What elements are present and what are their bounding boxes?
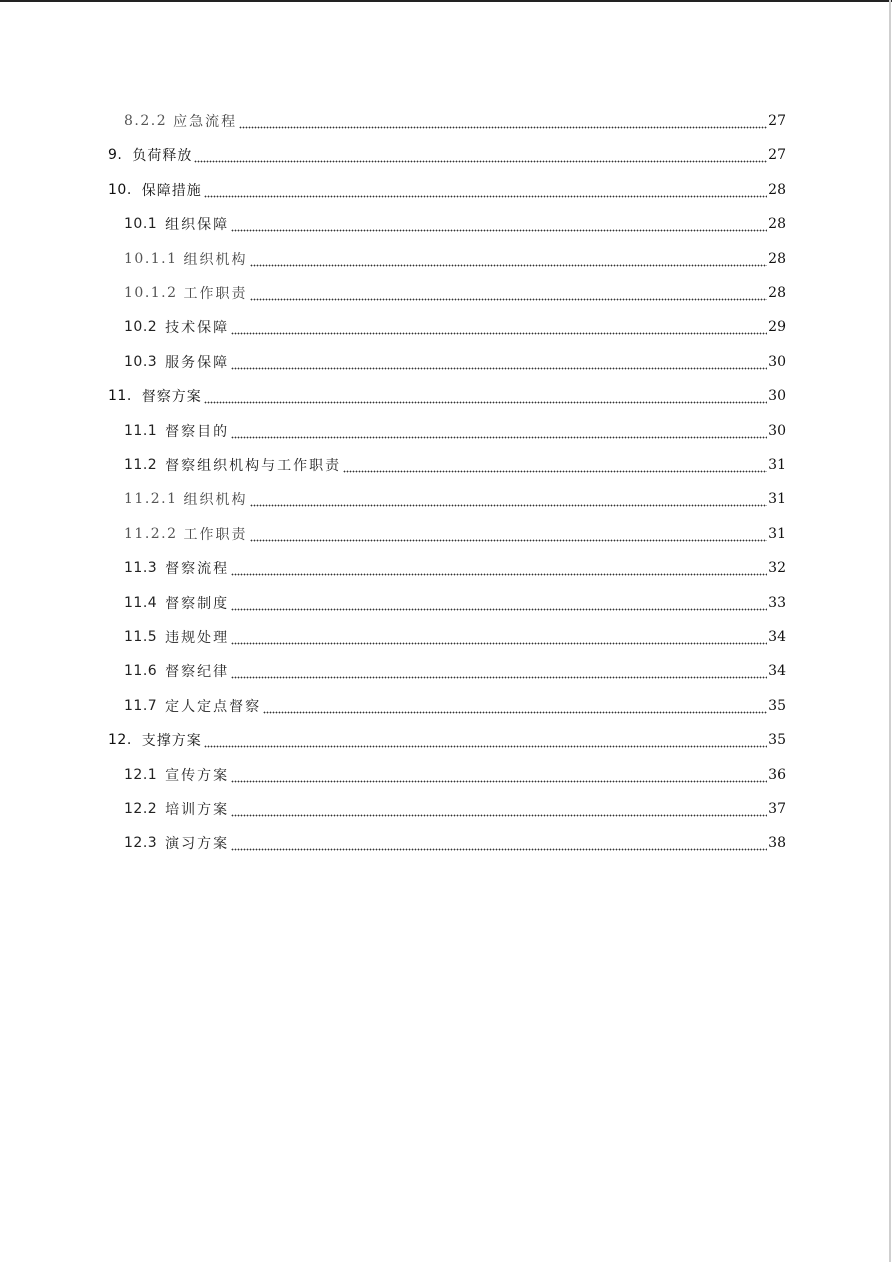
toc-entry-title: 督察目的 — [165, 423, 230, 440]
toc-entry-10-3[interactable] — [124, 345, 786, 379]
toc-entry-page: 38 — [768, 835, 786, 852]
toc-entry-page: 31 — [768, 491, 786, 508]
toc-entry-10-1-1[interactable] — [124, 242, 786, 276]
toc-entry-title: 组织保障 — [165, 217, 230, 234]
toc-entry-number: 10.1 — [124, 216, 158, 233]
toc-entry-page: 28 — [768, 181, 786, 198]
toc-entry-11-6[interactable] — [124, 654, 786, 688]
toc-entry-page: 35 — [768, 732, 786, 749]
page-right-edge — [889, 0, 891, 1262]
toc-entry-page: 35 — [768, 697, 786, 714]
toc-dot-leader — [204, 188, 767, 198]
toc-entry-number: 11. — [108, 388, 132, 405]
toc-entry-title: 服务保障 — [165, 354, 230, 371]
toc-dot-leader — [263, 704, 767, 714]
toc-entry-page: 31 — [768, 457, 786, 473]
toc-entry-number: 11.3 — [124, 560, 158, 577]
toc-entry-12-3[interactable] — [124, 826, 786, 860]
toc-entry-number: 11.6 — [124, 663, 158, 680]
toc-entry-title: 应急流程 — [173, 114, 238, 130]
toc-dot-leader — [250, 497, 768, 507]
toc-entry-page: 27 — [768, 113, 786, 129]
toc-entry-title: 督察制度 — [165, 595, 230, 612]
toc-entry-11-7[interactable] — [124, 689, 786, 723]
toc-dot-leader — [231, 601, 767, 611]
toc-entry-number: 11.2.1 — [124, 491, 178, 508]
toc-entry-title: 工作职责 — [183, 526, 248, 543]
toc-entry-title: 督察组织机构与工作职责 — [165, 458, 342, 474]
toc-entry-11-1[interactable] — [124, 414, 786, 448]
toc-entry-10-2[interactable] — [124, 310, 786, 344]
page-top-border — [0, 0, 892, 2]
toc-dot-leader — [231, 669, 767, 679]
toc-entry-number: 11.5 — [124, 629, 158, 645]
toc-dot-leader — [231, 566, 767, 576]
toc-entry-number: 11.7 — [124, 697, 158, 714]
toc-entry-page: 28 — [768, 285, 786, 301]
toc-entry-title: 工作职责 — [183, 286, 248, 302]
toc-entry-number: 10. — [108, 181, 132, 198]
toc-entry-page: 27 — [768, 147, 786, 164]
toc-entry-number: 12.1 — [124, 766, 158, 783]
toc-entry-page: 30 — [768, 422, 786, 439]
toc-entry-page: 28 — [768, 250, 786, 267]
toc-entry-12-2[interactable] — [124, 792, 786, 826]
toc-entry-title: 定人定点督察 — [165, 698, 262, 715]
toc-dot-leader — [231, 841, 767, 851]
toc-dot-leader — [231, 429, 767, 439]
toc-entry-number: 10.2 — [124, 319, 158, 336]
toc-entry-title: 负荷释放 — [132, 148, 193, 165]
toc-dot-leader — [204, 738, 767, 748]
toc-entry-number: 10.1.2 — [124, 285, 178, 301]
toc-entry-number: 11.2 — [124, 457, 158, 473]
toc-entry-title: 组织机构 — [183, 251, 248, 268]
toc-entry-title: 保障措施 — [141, 182, 202, 199]
toc-entry-title: 培训方案 — [165, 802, 230, 818]
toc-entry-page: 36 — [768, 766, 786, 783]
toc-entry-10-1[interactable] — [124, 207, 786, 241]
toc-entry-number: 11.4 — [124, 594, 158, 611]
toc-entry-11-5[interactable] — [124, 620, 786, 654]
toc-dot-leader — [231, 773, 767, 783]
toc-dot-leader — [231, 325, 767, 335]
toc-entry-title: 违规处理 — [165, 630, 230, 646]
toc-entry-8-2-2[interactable] — [124, 104, 786, 138]
toc-dot-leader — [343, 463, 767, 473]
toc-entry-number: 9. — [108, 147, 123, 164]
toc-entry-number: 10.3 — [124, 353, 158, 370]
toc-entry-11-2-2[interactable] — [124, 517, 786, 551]
toc-entry-12[interactable] — [108, 723, 786, 757]
toc-entry-page: 30 — [768, 353, 786, 370]
toc-dot-leader — [239, 119, 767, 129]
toc-entry-10-1-2[interactable] — [124, 276, 786, 310]
toc-entry-page: 29 — [768, 319, 786, 336]
toc-dot-leader — [204, 394, 767, 404]
toc-entry-title: 宣传方案 — [165, 767, 230, 784]
toc-entry-9[interactable] — [108, 138, 786, 172]
toc-entry-page: 31 — [768, 525, 786, 542]
toc-dot-leader — [231, 360, 767, 370]
toc-entry-number: 8.2.2 — [124, 113, 168, 129]
toc-entry-title: 技术保障 — [165, 320, 230, 337]
toc-entry-page: 34 — [768, 663, 786, 680]
toc-entry-page: 33 — [768, 594, 786, 611]
toc-dot-leader — [250, 291, 768, 301]
toc-dot-leader — [231, 635, 767, 645]
toc-entry-page: 30 — [768, 388, 786, 405]
toc-dot-leader — [231, 222, 767, 232]
toc-entry-number: 12.2 — [124, 801, 158, 817]
toc-entry-title: 督察纪律 — [165, 664, 230, 681]
toc-entry-number: 12. — [108, 732, 132, 749]
toc-entry-title: 督察方案 — [141, 389, 202, 406]
toc-entry-page: 34 — [768, 629, 786, 645]
toc-entry-title: 督察流程 — [165, 561, 230, 578]
toc-entry-title: 支撑方案 — [141, 733, 202, 750]
toc-entry-number: 12.3 — [124, 835, 158, 852]
toc-dot-leader — [231, 807, 767, 817]
toc-entry-11-4[interactable] — [124, 586, 786, 620]
toc-entry-11[interactable] — [108, 379, 786, 413]
toc-entry-10[interactable] — [108, 173, 786, 207]
toc-entry-11-3[interactable] — [124, 551, 786, 585]
toc-entry-12-1[interactable] — [124, 758, 786, 792]
toc-entry-title: 演习方案 — [165, 836, 230, 853]
toc-entry-11-2[interactable] — [124, 448, 786, 482]
toc-entry-number: 11.2.2 — [124, 525, 178, 542]
toc-entry-number: 11.1 — [124, 422, 158, 439]
toc-entry-page: 28 — [768, 216, 786, 233]
toc-dot-leader — [194, 153, 767, 163]
toc-entry-number: 10.1.1 — [124, 250, 178, 267]
toc-entry-title: 组织机构 — [183, 492, 248, 509]
toc-dot-leader — [250, 257, 768, 267]
toc-entry-11-2-1[interactable] — [124, 482, 786, 516]
toc-dot-leader — [250, 532, 768, 542]
toc-entry-page: 32 — [768, 560, 786, 577]
toc-entry-page: 37 — [768, 801, 786, 817]
